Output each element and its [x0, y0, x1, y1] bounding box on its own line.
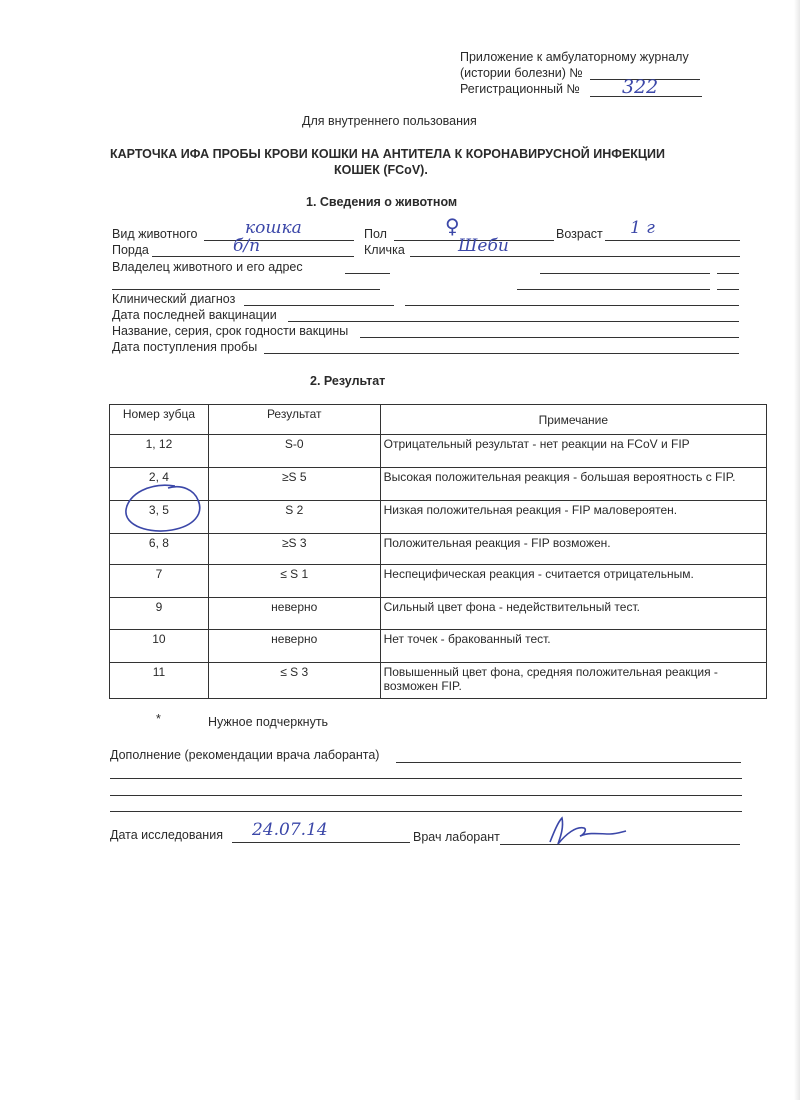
- addition-line-2: [110, 778, 742, 779]
- vaccination-line: [288, 321, 739, 322]
- row-number: 3, 5: [110, 501, 209, 534]
- age-label: Возраст: [556, 227, 603, 241]
- doctor-label: Врач лаборант: [413, 830, 500, 844]
- study-date-label: Дата исследования: [110, 828, 223, 842]
- vaccination-label: Дата последней вакцинации: [112, 308, 277, 322]
- sample-date-line: [264, 353, 739, 354]
- reg-number-value: 322: [622, 76, 659, 98]
- table-row: [110, 663, 767, 699]
- row-note: Повышенный цвет фона, средняя положительная реакция - возможен FIP.: [380, 663, 766, 699]
- row-note: Положительная реакция - FIP возможен.: [380, 534, 766, 565]
- owner-label: Владелец животного и его адрес: [112, 260, 303, 274]
- scan-edge-shadow: [794, 0, 800, 1100]
- document-title-line1: КАРТОЧКА ИФА ПРОБЫ КРОВИ КОШКИ НА АНТИТЕЛА К КОРОНАВИРУСНОЙ ИНФЕКЦИИ: [110, 147, 666, 161]
- row-note: Сильный цвет фона - недействительный тест.: [380, 598, 766, 630]
- reg-label: Регистрационный №: [460, 82, 580, 96]
- footnote-text: Нужное подчеркнуть: [208, 715, 329, 729]
- header-number: Номер зубца: [110, 405, 209, 435]
- row-note: Неспецифическая реакция - считается отрицательным.: [380, 565, 766, 598]
- vaccine-line: [360, 337, 739, 338]
- row-note: Нет точек - бракованный тест.: [380, 630, 766, 663]
- sample-date-label: Дата поступления пробы: [112, 340, 258, 354]
- diagnosis-label: Клинический диагноз: [112, 292, 236, 306]
- row-number: 10: [110, 630, 209, 663]
- study-date-line: [232, 842, 410, 843]
- footnote-star: *: [156, 712, 161, 726]
- row-result: неверно: [208, 598, 380, 630]
- name-line: [410, 256, 740, 257]
- study-date-value: 24.07.14: [252, 820, 328, 840]
- diagnosis-line-a: [244, 305, 394, 306]
- row-result: неверно: [208, 630, 380, 663]
- addition-label: Дополнение (рекомендации врача лаборанта): [110, 748, 380, 762]
- owner-line-a: [345, 273, 390, 274]
- row-number: 7: [110, 565, 209, 598]
- owner-line-f: [717, 289, 739, 290]
- species-label: Вид животного: [112, 227, 198, 241]
- row-result: ≤ S 3: [208, 663, 380, 699]
- table-row: [110, 435, 767, 468]
- row-note: Высокая положительная реакция - большая вероятность с FIP.: [380, 468, 766, 501]
- breed-line: [152, 256, 354, 257]
- age-line: [605, 240, 740, 241]
- diagnosis-line-b: [405, 305, 739, 306]
- header-result: Результат: [208, 405, 380, 435]
- results-table: [109, 404, 767, 699]
- sex-label: Пол: [364, 227, 387, 241]
- owner-line-c: [717, 273, 739, 274]
- appendix-line2: (истории болезни) №: [460, 66, 583, 80]
- name-label: Кличка: [364, 243, 405, 257]
- row-number: 9: [110, 598, 209, 630]
- table-row: [110, 598, 767, 630]
- species-value: кошка: [245, 218, 302, 238]
- owner-line-e: [517, 289, 710, 290]
- age-value: 1 г: [630, 218, 655, 238]
- addition-line-3: [110, 795, 742, 796]
- section1-title: 1. Сведения о животном: [306, 195, 458, 209]
- table-row: [110, 565, 767, 598]
- species-line: [204, 240, 354, 241]
- row-result: ≤ S 1: [208, 565, 380, 598]
- sex-value: ♀: [445, 214, 460, 238]
- doctor-signature: [540, 814, 630, 848]
- row-result: ≥S 5: [208, 468, 380, 501]
- addition-line-1: [396, 762, 741, 763]
- vaccine-label: Название, серия, срок годности вакцины: [112, 324, 349, 338]
- owner-line-b: [540, 273, 710, 274]
- row-number: 6, 8: [110, 534, 209, 565]
- owner-line-d: [112, 289, 380, 290]
- row-number: 1, 12: [110, 435, 209, 468]
- row-note: Низкая положительная реакция - FIP маловероятен.: [380, 501, 766, 534]
- table-header-row: [110, 405, 767, 435]
- table-row: [110, 630, 767, 663]
- name-value: Шеби: [458, 236, 509, 256]
- row-result: ≥S 3: [208, 534, 380, 565]
- row-result: S 2: [208, 501, 380, 534]
- header-note: Примечание: [380, 405, 766, 435]
- breed-label: Порда: [112, 243, 149, 257]
- section2-title: 2. Результат: [310, 374, 386, 388]
- addition-line-4: [110, 811, 742, 812]
- row-number: 2, 4: [110, 468, 209, 501]
- handwritten-circle-mark: [120, 480, 210, 540]
- row-number: 11: [110, 663, 209, 699]
- document-title-line2: КОШЕК (FCoV).: [334, 163, 428, 177]
- breed-value: б/п: [233, 236, 261, 256]
- row-note: Отрицательный результат - нет реакции на FCoV и FIP: [380, 435, 766, 468]
- internal-use-note: Для внутреннего пользования: [302, 114, 477, 128]
- appendix-line1: Приложение к амбулаторному журналу: [460, 50, 689, 64]
- row-result: S-0: [208, 435, 380, 468]
